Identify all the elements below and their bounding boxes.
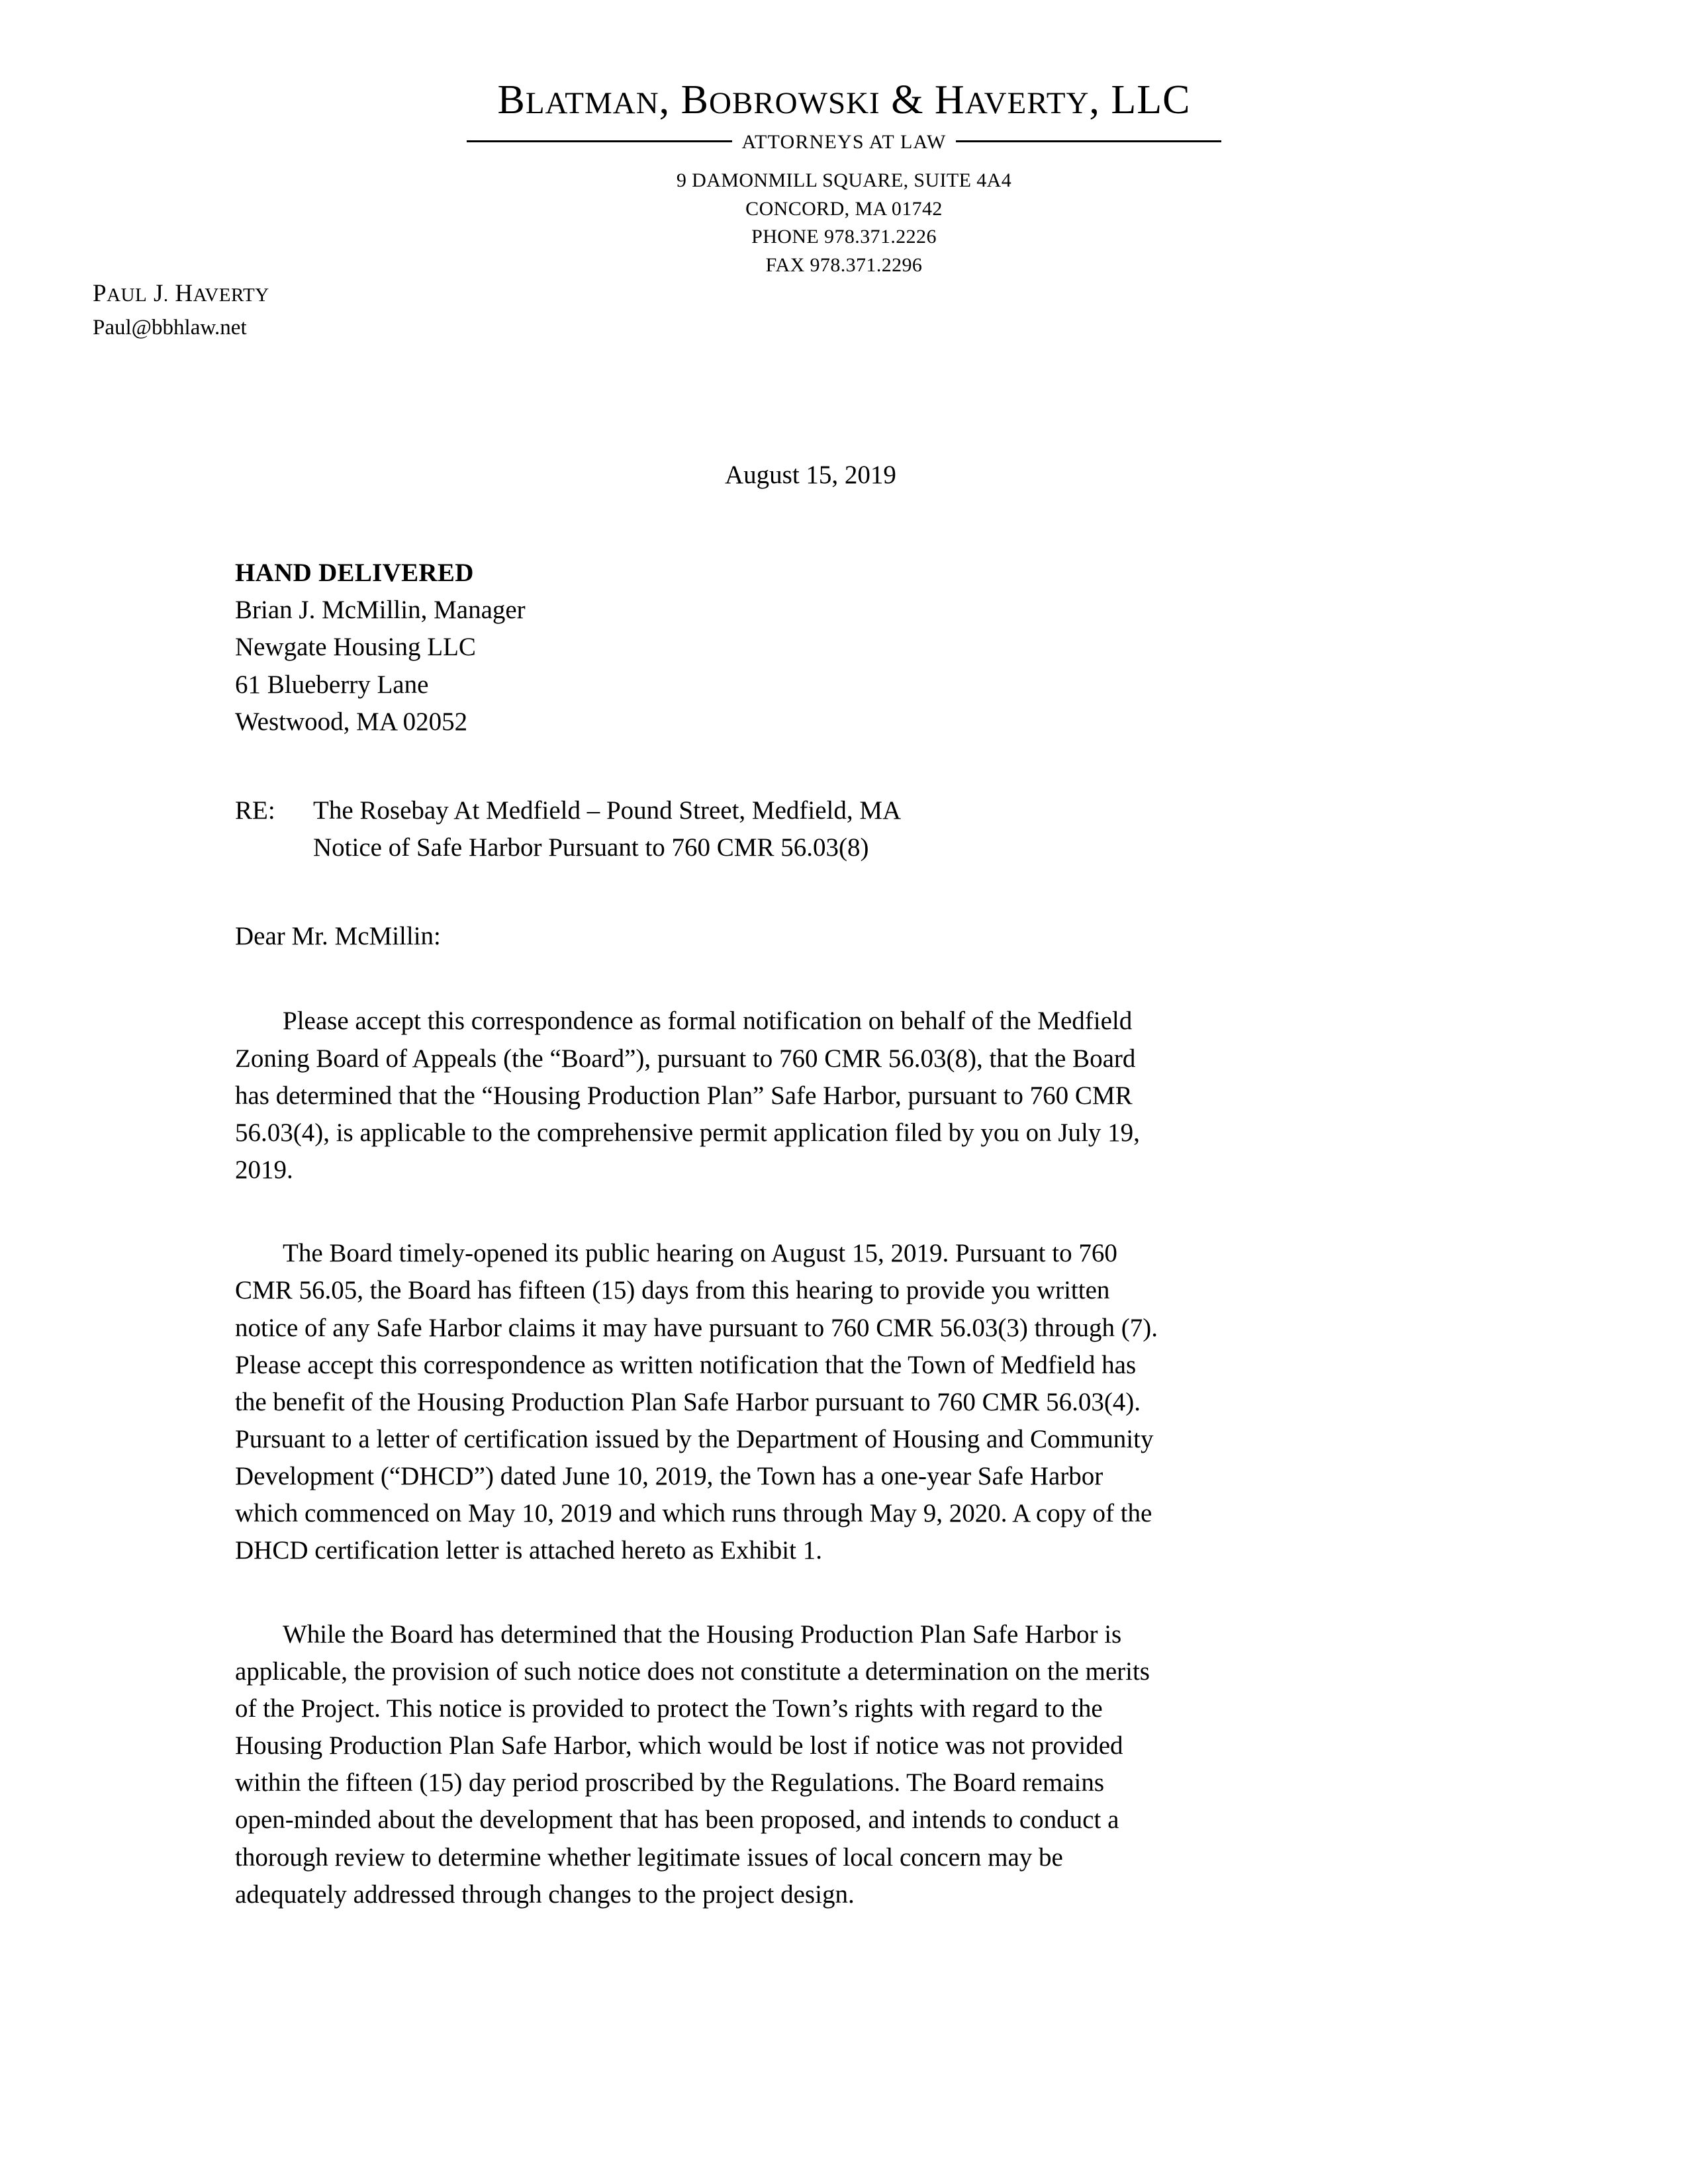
paragraph-line: which commenced on May 10, 2019 and which runs through May 9, 2020. A copy of the [235,1499,1152,1528]
rule-left [467,140,732,142]
paragraph-line: thorough review to determine whether legitimate issues of local concern may be [235,1843,1063,1872]
paragraph-line: the benefit of the Housing Production Plan Safe Harbor pursuant to 760 CMR 56.03(4). [235,1387,1141,1416]
addressee-line: Westwood, MA 02052 [235,707,468,736]
paragraph-line: Zoning Board of Appeals (the “Board”), pursuant to 760 CMR 56.03(8), that the Board [235,1044,1136,1073]
letterhead [0,79,1688,279]
paragraph-line: Development (“DHCD”) dated June 10, 2019, the Town has a one-year Safe Harbor [235,1462,1103,1491]
body-paragraph-1 [235,1003,1433,1189]
paragraph-line: Housing Production Plan Safe Harbor, which would be lost if notice was not provided [235,1731,1123,1760]
paragraph-line: Please accept this correspondence as formal notification on behalf of the Medfield [283,1007,1133,1036]
paragraph-line: The Board timely-opened its public hearing on August 15, 2019. Pursuant to 760 [283,1239,1117,1268]
body-paragraph-2 [235,1235,1433,1569]
addressee-line: Brian J. McMillin, Manager [235,596,526,625]
re-block [235,792,1433,866]
paragraph-line: Pursuant to a letter of certification issued by the Department of Housing and Community [235,1424,1154,1453]
addressee-line: Newgate Housing LLC [235,633,476,662]
firm-address-line-1: 9 DAMONMILL SQUARE, SUITE 4A4 [676,169,1012,191]
paragraph-line: 2019. [235,1156,293,1185]
paragraph-line: adequately addressed through changes to the project design. [235,1880,855,1909]
rule-right [956,140,1221,142]
firm-tagline: ATTORNEYS AT LAW [741,131,947,153]
firm-phone: PHONE 978.371.2226 [751,226,937,248]
attorney-block [93,277,269,343]
attorney-name: PAUL J. HAVERTY [93,280,269,307]
body-paragraph-3 [235,1616,1433,1913]
addressee-block [235,555,1433,741]
paragraph-line: CMR 56.05, the Board has fifteen (15) days from this hearing to provide you written [235,1276,1110,1305]
firm-contact-block [0,167,1688,279]
paragraph-line: applicable, the provision of such notice does not constitute a determination on the merits [235,1657,1150,1686]
firm-address-line-2: CONCORD, MA 01742 [745,197,943,220]
paragraph-line: While the Board has determined that the Housing Production Plan Safe Harbor is [283,1619,1122,1649]
paragraph-line: notice of any Safe Harbor claims it may have pursuant to 760 CMR 56.03(3) through (7). [235,1313,1158,1342]
letter-date: August 15, 2019 [725,461,896,489]
firm-fax: FAX 978.371.2296 [765,253,923,276]
letter-body [235,457,1433,1960]
re-line: The Rosebay At Medfield – Pound Street, Medfield, MA [313,796,902,825]
paragraph-line: open-minded about the development that has been proposed, and intends to conduct a [235,1805,1119,1835]
addressee-line: 61 Blueberry Lane [235,670,429,699]
re-line: Notice of Safe Harbor Pursuant to 760 CMR 56.03(8) [313,833,869,862]
salutation: Dear Mr. McMillin: [235,922,441,951]
attorney-email: Paul@bbhlaw.net [93,316,247,340]
paragraph-line: of the Project. This notice is provided to protect the Town’s rights with regard to the [235,1694,1103,1723]
paragraph-line: 56.03(4), is applicable to the comprehensive permit application filed by you on July 19, [235,1118,1140,1147]
delivery-method: HAND DELIVERED [235,559,474,588]
paragraph-line: has determined that the “Housing Production Plan” Safe Harbor, pursuant to 760 CMR [235,1081,1133,1110]
re-lines [313,792,901,866]
paragraph-line: DHCD certification letter is attached hereto as Exhibit 1. [235,1536,822,1565]
letterhead-rule [467,130,1221,152]
paragraph-line: Please accept this correspondence as written notification that the Town of Medfield has [235,1350,1137,1379]
re-label: RE: [235,796,275,825]
paragraph-line: within the fifteen (15) day period proscribed by the Regulations. The Board remains [235,1768,1105,1797]
firm-name: BLATMAN, BOBROWSKI & HAVERTY, LLC [497,77,1191,122]
